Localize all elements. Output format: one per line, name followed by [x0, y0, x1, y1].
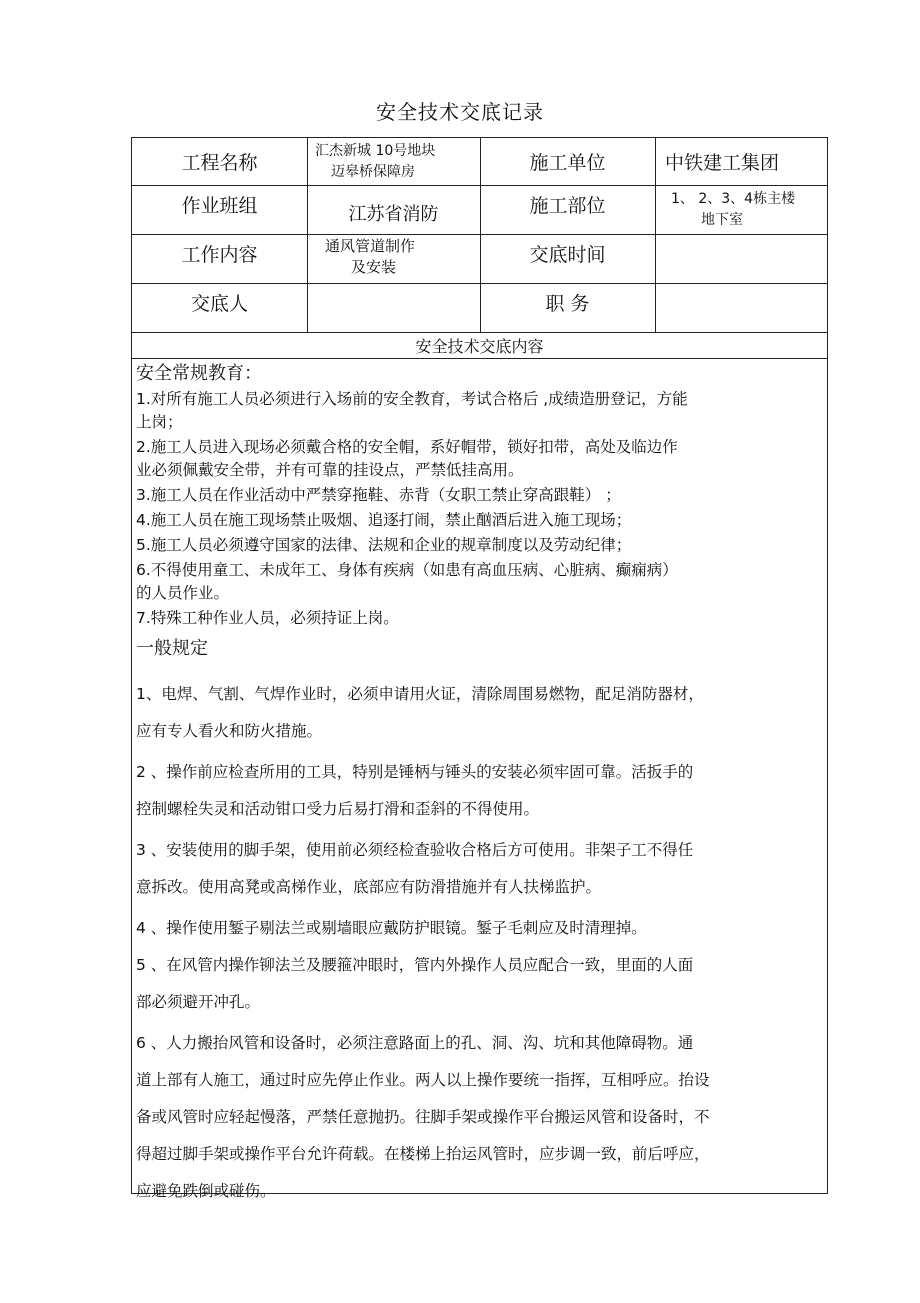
rule-line: 意拆改。使用高凳或高梯作业，底部应有防滑措施并有人扶梯监护。 [136, 878, 602, 896]
rule-item [136, 947, 824, 1021]
general-edu-line: 上岗； [136, 413, 183, 431]
work-content-line2: 及安装 [351, 258, 397, 276]
rule-line: 控制螺栓失灵和活动钳口受力后易打滑和歪斜的不得使用。 [136, 800, 540, 818]
general-edu-line: 业必须佩戴安全带，并有可靠的挂设点，严禁低挂高用。 [136, 461, 524, 479]
rule-line: 3 、安装使用的脚手架，使用前必须经检查验收合格后方可使用。非架子工不得任 [136, 841, 694, 859]
rule-line: 道上部有人施工，通过时应先停止作业。两人以上操作要统一指挥，互相呼应。抬设 [136, 1071, 710, 1089]
work-content-value [307, 234, 480, 283]
construction-part-label: 施工部位 [529, 195, 606, 217]
general-edu-line: 7.特殊工种作业人员，必须持证上岗。 [136, 609, 399, 627]
construction-part-line1: 1、 2、3、4栋主楼 [671, 191, 796, 207]
position-label: 职 务 [545, 293, 590, 315]
disclosure-time-label: 交底时间 [529, 244, 606, 266]
disclosure-time-value [655, 234, 827, 283]
work-content-line1: 通风管道制作 [325, 237, 416, 255]
construction-part-line2: 地下室 [701, 212, 743, 228]
general-edu-line: 3.施工人员在作业活动中严禁穿拖鞋、赤背（女职工禁止穿高跟鞋） ； [136, 486, 621, 504]
construction-part-value [655, 185, 827, 234]
rule-line: 6 、人力搬抬风管和设备时，必须注意路面上的孔、洞、沟、坑和其他障碍物。通 [136, 1034, 694, 1052]
general-edu-line: 4.施工人员在施工现场禁止吸烟、追逐打闹，禁止酗酒后进入施工现场； [136, 511, 632, 529]
general-edu-line: 的人员作业。 [136, 584, 230, 602]
rule-line: 部必须避开冲孔。 [136, 993, 261, 1011]
rule-item [136, 754, 824, 828]
disclosure-form [131, 137, 828, 1200]
construction-unit-value: 中铁建工集团 [665, 152, 780, 174]
rule-item [136, 910, 824, 947]
rule-line: 应有专人看火和防火措施。 [136, 722, 323, 740]
general-edu-line: 6.不得使用童工、未成年工、身体有疾病（如患有高血压病、心脏病、癫痫病） [136, 561, 678, 579]
rules-list [136, 676, 824, 1210]
disclosure-content [136, 360, 824, 1210]
row-divider [132, 358, 827, 359]
rule-item [136, 676, 824, 750]
discloser-label: 交底人 [190, 293, 248, 315]
work-team-label: 作业班组 [181, 195, 258, 217]
rule-item [136, 1025, 824, 1210]
general-edu-list [136, 388, 824, 630]
project-name-line2: 迈皋桥保障房 [331, 163, 415, 180]
section-title: 安全技术交底内容 [415, 336, 544, 356]
project-name-label: 工程名称 [181, 152, 258, 174]
general-edu-line: 2.施工人员进入现场必须戴合格的安全帽，系好帽带，锁好扣带，高处及临边作 [136, 438, 678, 456]
rule-line: 2 、操作前应检查所用的工具，特别是锤柄与锤头的安装必须牢固可靠。活扳手的 [136, 763, 694, 781]
project-name-line1: 汇杰新城 10号地块 [315, 142, 436, 159]
discloser-value [307, 283, 480, 332]
general-edu-line: 5.施工人员必须遵守国家的法律、法规和企业的规章制度以及劳动纪律； [136, 536, 632, 554]
rule-line: 应避免跌倒或碰伤。 [136, 1182, 276, 1200]
position-value [655, 283, 827, 332]
rule-line: 备或风管时应轻起慢落，严禁任意抛扔。往脚手架或操作平台搬运风管和设备时，不 [136, 1108, 710, 1126]
work-content-label: 工作内容 [181, 244, 258, 266]
rule-line: 1、电焊、气割、气焊作业时，必须申请用火证，清除周围易燃物，配足消防器材， [136, 685, 704, 703]
rules-heading: 一般规定 [136, 638, 208, 659]
rule-line: 4 、操作使用錾子剔法兰或剔墙眼应戴防护眼镜。錾子毛刺应及时清理掉。 [136, 919, 647, 937]
rule-line: 5 、在风管内操作铆法兰及腰箍冲眼时，管内外操作人员应配合一致，里面的人面 [136, 956, 694, 974]
project-name-value [307, 138, 480, 185]
rule-line: 得超过脚手架或操作平台允许荷载。在楼梯上抬运风管时，应步调一致，前后呼应， [136, 1145, 710, 1163]
general-edu-line: 1.对所有施工人员必须进行入场前的安全教育，考试合格后 ,成绩造册登记，方能 [136, 390, 688, 408]
work-team-value: 江苏省消防 [348, 203, 439, 225]
construction-unit-label: 施工单位 [529, 152, 606, 174]
rule-item [136, 832, 824, 906]
page-title: 安全技术交底记录 [376, 100, 544, 124]
general-edu-heading: 安全常规教育： [136, 363, 262, 384]
